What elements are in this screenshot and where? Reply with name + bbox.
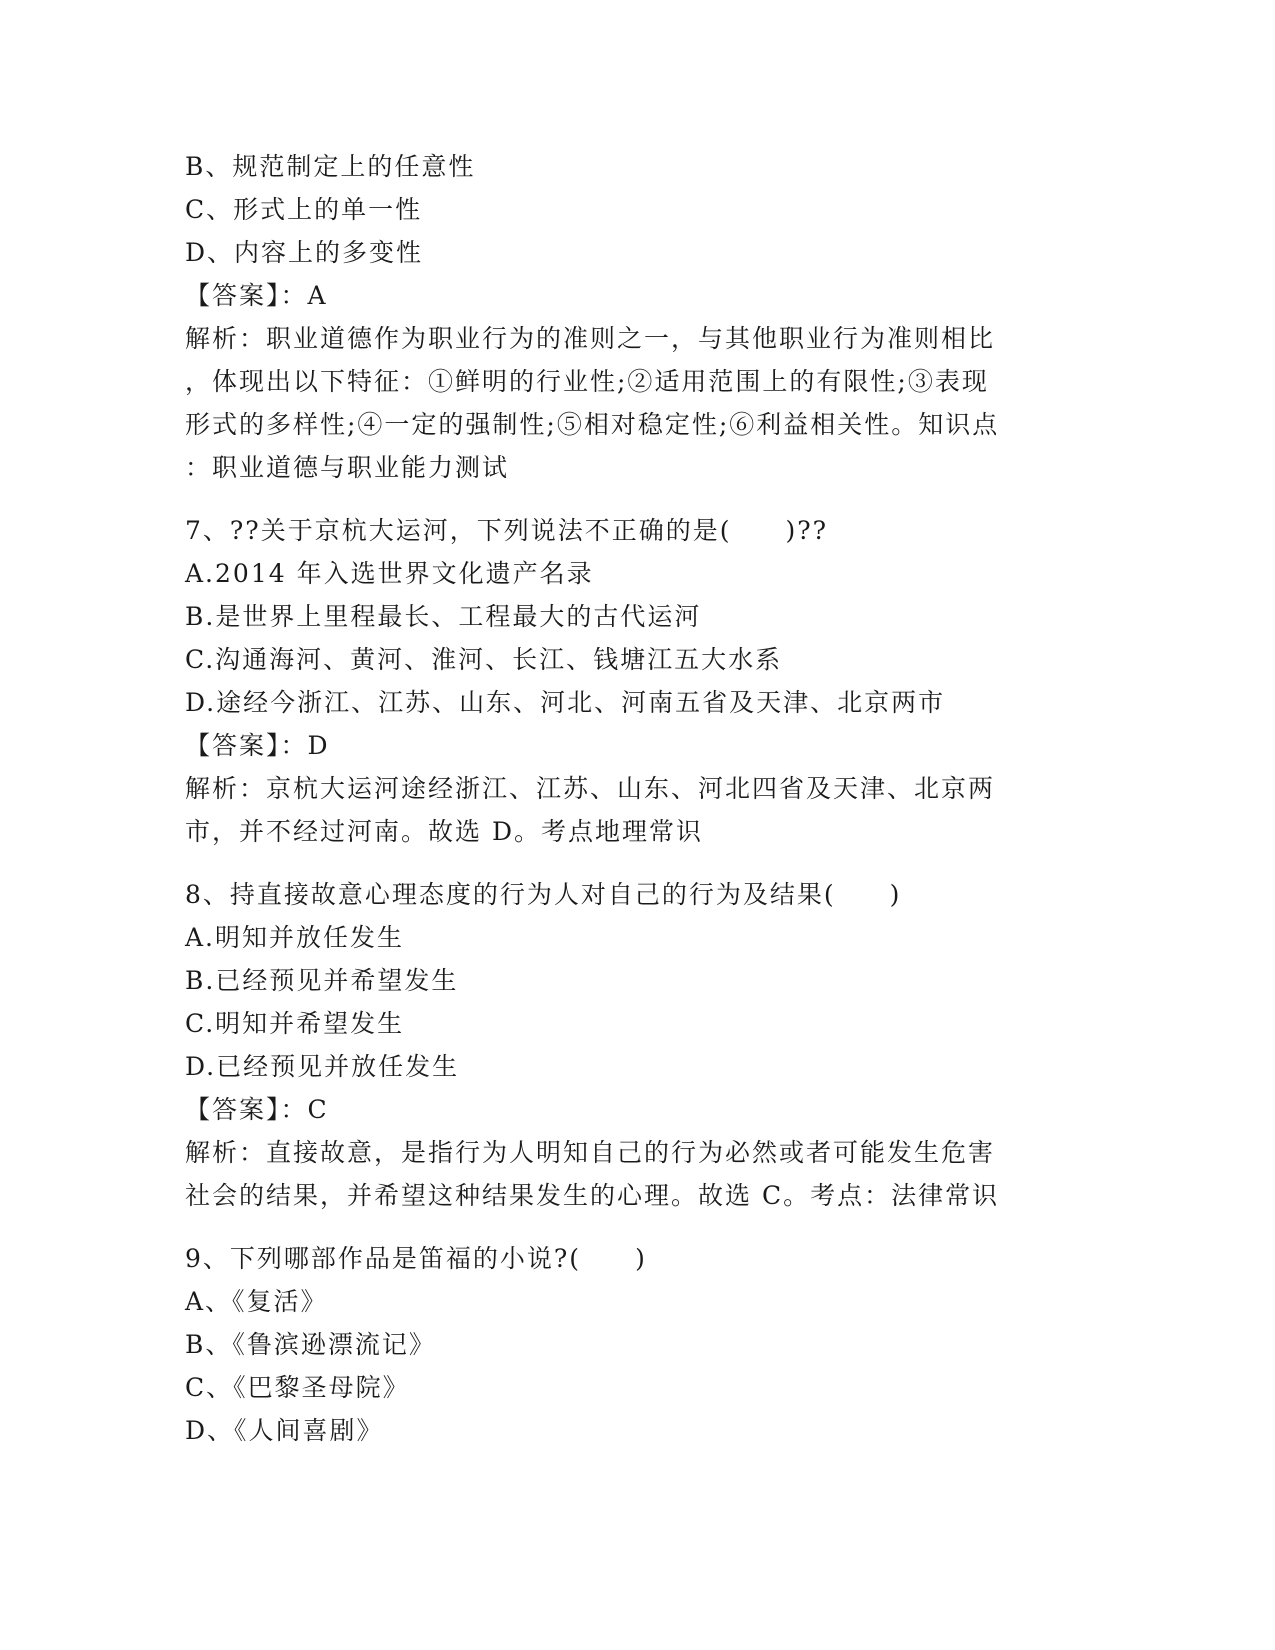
option-d: D.已经预见并放任发生 xyxy=(185,1052,460,1081)
option-d: D.途经今浙江、江苏、山东、河北、河南五省及天津、北京两市 xyxy=(185,688,946,717)
option-d: D、《人间喜剧》 xyxy=(185,1416,384,1445)
option-a: A.明知并放任发生 xyxy=(185,923,405,952)
option-c: C.明知并希望发生 xyxy=(185,1009,405,1038)
option-c: C、形式上的单一性 xyxy=(185,195,423,224)
document-page xyxy=(185,145,1085,1452)
question-8: 8、持直接故意心理态度的行为人对自己的行为及结果( ) xyxy=(185,880,902,909)
analysis-line: 解析：直接故意，是指行为人明知自己的行为必然或者可能发生危害 xyxy=(185,1138,996,1167)
analysis-line: 解析：京杭大运河途经浙江、江苏、山东、河北四省及天津、北京两 xyxy=(185,774,996,803)
answer-line: 【答案】：C xyxy=(185,1095,329,1124)
analysis-line: 形式的多样性;④一定的强制性;⑤相对稳定性;⑥利益相关性。知识点 xyxy=(185,410,1000,439)
analysis-line: 解析：职业道德作为职业行为的准则之一，与其他职业行为准则相比 xyxy=(185,324,996,353)
question-7: 7、??关于京杭大运河，下列说法不正确的是( )?? xyxy=(185,516,829,545)
option-b: B.已经预见并希望发生 xyxy=(185,966,459,995)
option-c: C.沟通海河、黄河、淮河、长江、钱塘江五大水系 xyxy=(185,645,783,674)
option-b: B、规范制定上的任意性 xyxy=(185,152,476,181)
analysis-line: 市，并不经过河南。故选 D。考点地理常识 xyxy=(185,817,703,846)
analysis-line: ：职业道德与职业能力测试 xyxy=(185,453,510,482)
option-a: A.2014 年入选世界文化遗产名录 xyxy=(185,559,594,588)
option-b: B.是世界上里程最长、工程最大的古代运河 xyxy=(185,602,702,631)
option-a: A、《复活》 xyxy=(185,1287,328,1316)
analysis-line: 社会的结果，并希望这种结果发生的心理。故选 C。考点：法律常识 xyxy=(185,1181,1000,1210)
question-9: 9、下列哪部作品是笛福的小说?( ) xyxy=(185,1244,647,1273)
analysis-line: ，体现出以下特征：①鲜明的行业性;②适用范围上的有限性;③表现 xyxy=(185,367,989,396)
option-b: B、《鲁滨逊漂流记》 xyxy=(185,1330,436,1359)
answer-line: 【答案】：A xyxy=(185,281,328,310)
option-d: D、内容上的多变性 xyxy=(185,238,424,267)
answer-line: 【答案】：D xyxy=(185,731,330,760)
option-c: C、《巴黎圣母院》 xyxy=(185,1373,410,1402)
